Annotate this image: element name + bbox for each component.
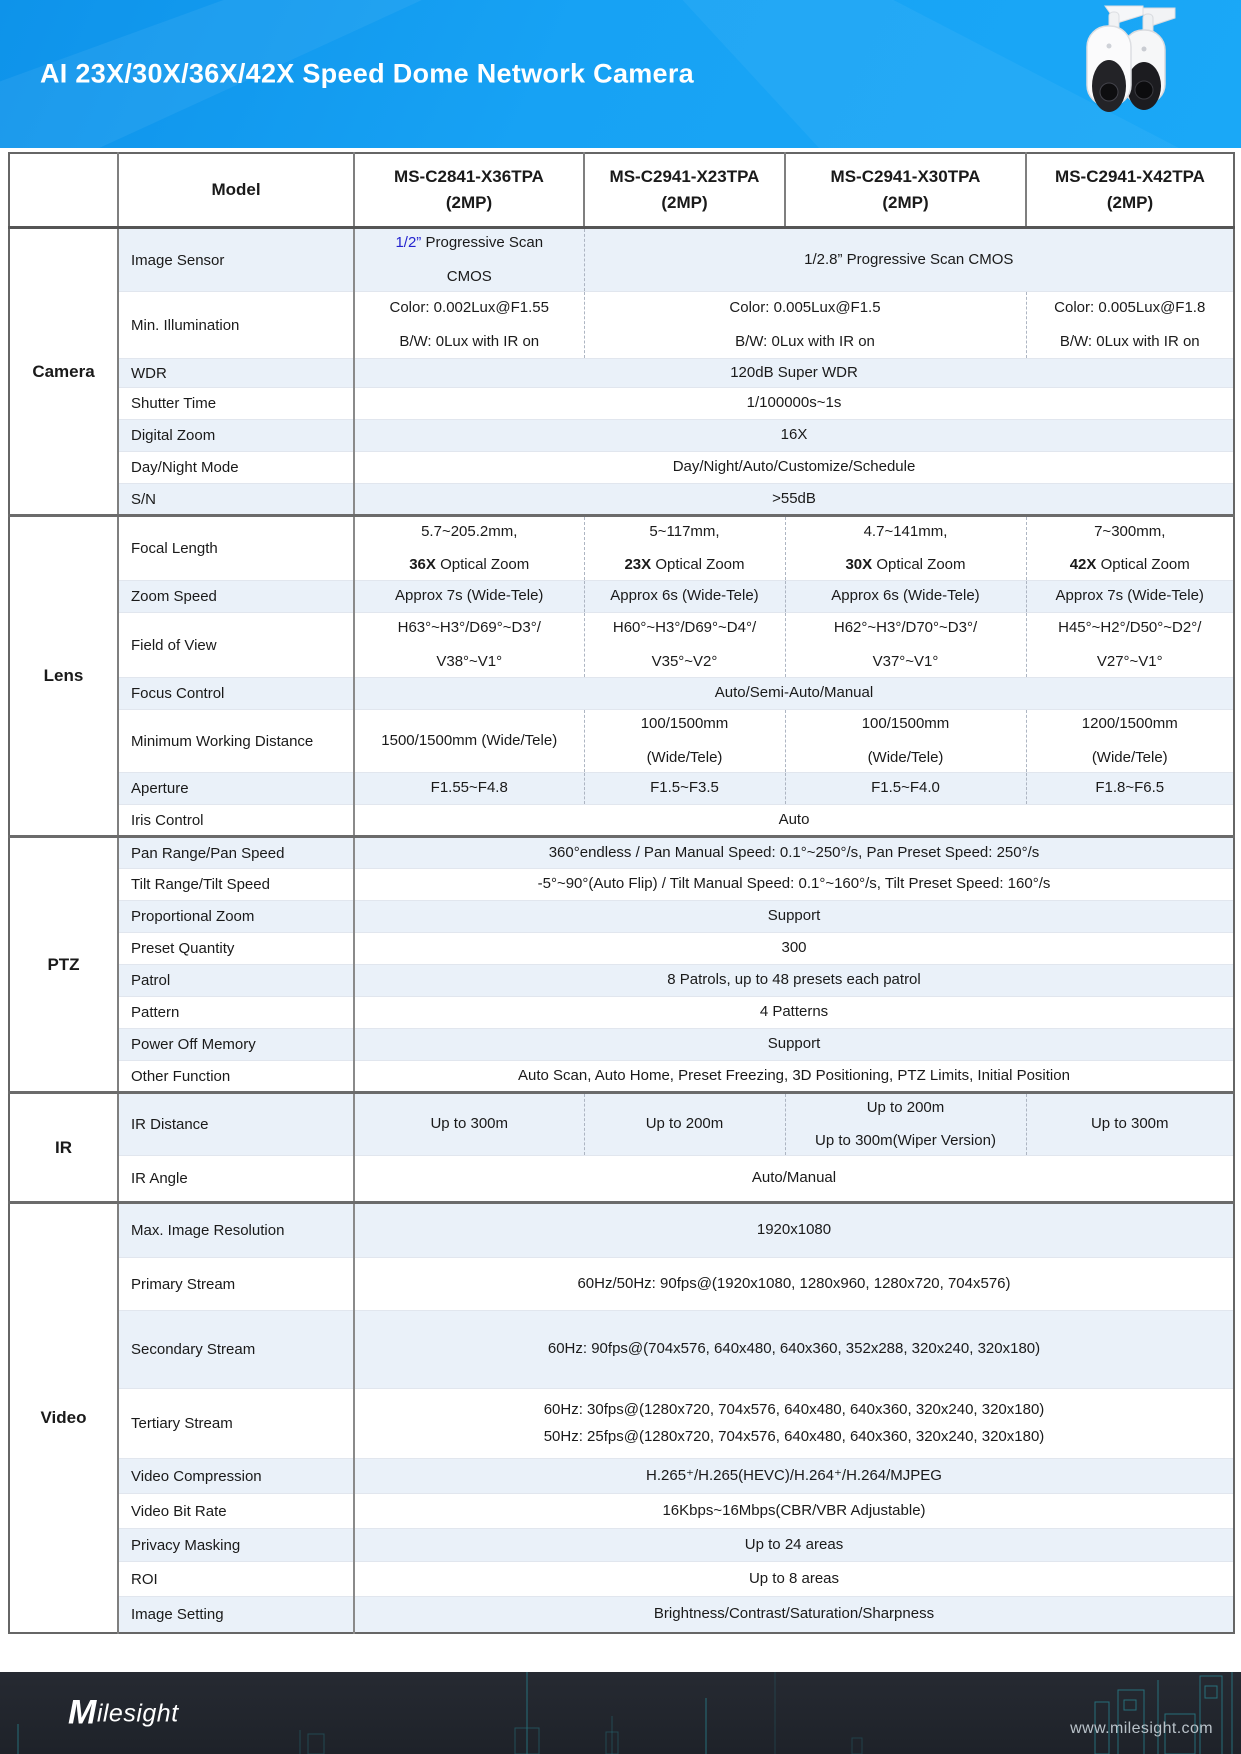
spec-value-cell: Auto/Semi-Auto/Manual: [354, 678, 1234, 710]
speed-dome-camera-image: [1047, 4, 1179, 135]
spec-value-cell: Approx 7s (Wide-Tele): [1026, 581, 1234, 613]
section-label: Lens: [9, 516, 118, 837]
model-column-header: MS-C2841-X36TPA (2MP): [354, 153, 584, 228]
spec-value-cell: Up to 8 areas: [354, 1562, 1234, 1597]
table-row: [9, 1311, 1234, 1389]
row-label: Zoom Speed: [118, 581, 354, 613]
spec-value-cell: 60Hz/50Hz: 90fps@(1920x1080, 1280x960, 1280x720, 704x576): [354, 1258, 1234, 1311]
footer-url: www.milesight.com: [1070, 1720, 1213, 1737]
table-row: [9, 678, 1234, 710]
spec-value-cell: 16Kbps~16Mbps(CBR/VBR Adjustable): [354, 1494, 1234, 1529]
row-label: IR Angle: [118, 1156, 354, 1203]
spec-value-cell: 1/2” Progressive Scan CMOS: [354, 228, 584, 292]
spec-value-cell: Support: [354, 1029, 1234, 1061]
table-row: [9, 613, 1234, 678]
table-row: [9, 359, 1234, 388]
spec-table: [8, 152, 1235, 1634]
spec-value-cell: Up to 24 areas: [354, 1529, 1234, 1562]
milesight-logo: Milesight: [68, 1693, 179, 1732]
spec-value-cell: 4 Patterns: [354, 997, 1234, 1029]
spec-value-cell: 1/100000s~1s: [354, 388, 1234, 420]
table-row: [9, 452, 1234, 484]
spec-value-cell: 4.7~141mm, 30X Optical Zoom: [785, 516, 1026, 581]
row-label: Tilt Range/Tilt Speed: [118, 869, 354, 901]
row-label: Pattern: [118, 997, 354, 1029]
spec-value-cell: F1.55~F4.8: [354, 773, 584, 805]
row-label: Patrol: [118, 965, 354, 997]
spec-value-cell: Color: 0.002Lux@F1.55 B/W: 0Lux with IR on: [354, 292, 584, 359]
spec-value-cell: F1.5~F3.5: [584, 773, 785, 805]
row-label: Image Setting: [118, 1597, 354, 1633]
spec-value-cell: Up to 200m Up to 300m(Wiper Version): [785, 1093, 1026, 1156]
table-row: [9, 1093, 1234, 1156]
row-label: Shutter Time: [118, 388, 354, 420]
spec-value-cell: Day/Night/Auto/Customize/Schedule: [354, 452, 1234, 484]
table-row: [9, 1494, 1234, 1529]
row-label: Primary Stream: [118, 1258, 354, 1311]
table-row: [9, 1156, 1234, 1203]
table-row: [9, 516, 1234, 581]
table-row: [9, 1203, 1234, 1258]
row-label: Video Compression: [118, 1459, 354, 1494]
page-header-banner: [0, 0, 1241, 148]
row-label: Tertiary Stream: [118, 1389, 354, 1459]
table-row: [9, 1389, 1234, 1459]
spec-value-cell: 360°endless / Pan Manual Speed: 0.1°~250°/s, Pan Preset Speed: 250°/s: [354, 837, 1234, 869]
table-row: [9, 837, 1234, 869]
row-label: Secondary Stream: [118, 1311, 354, 1389]
spec-value-cell: 1/2.8” Progressive Scan CMOS: [584, 228, 1234, 292]
spec-value-cell: Up to 300m: [1026, 1093, 1234, 1156]
table-row: [9, 997, 1234, 1029]
spec-value-cell: Brightness/Contrast/Saturation/Sharpness: [354, 1597, 1234, 1633]
table-row: [9, 420, 1234, 452]
row-label: Focus Control: [118, 678, 354, 710]
row-label: Min. Illumination: [118, 292, 354, 359]
spec-value-cell: 300: [354, 933, 1234, 965]
row-label: WDR: [118, 359, 354, 388]
footer: [0, 1672, 1241, 1754]
spec-value-cell: 16X: [354, 420, 1234, 452]
spec-table-body: [9, 228, 1234, 1633]
spec-value-cell: 120dB Super WDR: [354, 359, 1234, 388]
spec-value-cell: Approx 6s (Wide-Tele): [584, 581, 785, 613]
row-label: Power Off Memory: [118, 1029, 354, 1061]
row-label: IR Distance: [118, 1093, 354, 1156]
spec-value-cell: 1200/1500mm (Wide/Tele): [1026, 710, 1234, 773]
row-label: Iris Control: [118, 805, 354, 837]
model-column-header: MS-C2941-X23TPA (2MP): [584, 153, 785, 228]
table-row: [9, 581, 1234, 613]
table-row: [9, 1029, 1234, 1061]
spec-value-cell: Auto/Manual: [354, 1156, 1234, 1203]
table-row: [9, 1459, 1234, 1494]
spec-value-cell: 60Hz: 90fps@(704x576, 640x480, 640x360, 352x288, 320x240, 320x180): [354, 1311, 1234, 1389]
row-label: Aperture: [118, 773, 354, 805]
table-row: [9, 484, 1234, 516]
section-label: Camera: [9, 228, 118, 516]
section-label: Video: [9, 1203, 118, 1633]
city-skyline-graphic: [0, 1672, 1241, 1754]
table-row: [9, 933, 1234, 965]
spec-value-cell: F1.8~F6.5: [1026, 773, 1234, 805]
spec-value-cell: H45°~H2°/D50°~D2°/ V27°~V1°: [1026, 613, 1234, 678]
spec-value-cell: Auto Scan, Auto Home, Preset Freezing, 3D Positioning, PTZ Limits, Initial Position: [354, 1061, 1234, 1093]
model-column-header: MS-C2941-X42TPA (2MP): [1026, 153, 1234, 228]
speed-dome-camera-icon: [1047, 4, 1179, 130]
table-row: [9, 292, 1234, 359]
spec-value-cell: 60Hz: 30fps@(1280x720, 704x576, 640x480, 640x360, 320x240, 320x180) 50Hz: 25fps@(1280x720, 704x576, 640x480, 640x360, 320x240, 320x180): [354, 1389, 1234, 1459]
spec-value-cell: H60°~H3°/D69°~D4°/ V35°~V2°: [584, 613, 785, 678]
model-header-row: [9, 153, 1234, 228]
spec-value-cell: 1500/1500mm (Wide/Tele): [354, 710, 584, 773]
model-column-header: MS-C2941-X30TPA (2MP): [785, 153, 1026, 228]
table-row: [9, 710, 1234, 773]
spec-value-cell: F1.5~F4.0: [785, 773, 1026, 805]
section-label: PTZ: [9, 837, 118, 1093]
table-row: [9, 901, 1234, 933]
spec-value-cell: 7~300mm, 42X Optical Zoom: [1026, 516, 1234, 581]
spec-value-cell: 100/1500mm (Wide/Tele): [785, 710, 1026, 773]
row-label: Video Bit Rate: [118, 1494, 354, 1529]
row-label: Other Function: [118, 1061, 354, 1093]
table-row: [9, 1597, 1234, 1633]
spec-value-cell: Support: [354, 901, 1234, 933]
table-row: [9, 869, 1234, 901]
table-row: [9, 1061, 1234, 1093]
row-label: Minimum Working Distance: [118, 710, 354, 773]
row-label: Image Sensor: [118, 228, 354, 292]
row-label: Privacy Masking: [118, 1529, 354, 1562]
row-label: Digital Zoom: [118, 420, 354, 452]
spec-value-cell: Up to 300m: [354, 1093, 584, 1156]
spec-value-cell: Color: 0.005Lux@F1.8 B/W: 0Lux with IR on: [1026, 292, 1234, 359]
spec-value-cell: >55dB: [354, 484, 1234, 516]
table-row: [9, 1529, 1234, 1562]
table-corner-empty: [9, 153, 118, 228]
spec-value-cell: Up to 200m: [584, 1093, 785, 1156]
spec-value-cell: Color: 0.005Lux@F1.5 B/W: 0Lux with IR on: [584, 292, 1026, 359]
spec-value-cell: -5°~90°(Auto Flip) / Tilt Manual Speed: 0.1°~160°/s, Tilt Preset Speed: 160°/s: [354, 869, 1234, 901]
spec-value-cell: Auto: [354, 805, 1234, 837]
row-label: Focal Length: [118, 516, 354, 581]
spec-value-cell: 100/1500mm (Wide/Tele): [584, 710, 785, 773]
row-label: Field of View: [118, 613, 354, 678]
spec-value-cell: Approx 6s (Wide-Tele): [785, 581, 1026, 613]
spec-value-cell: H62°~H3°/D70°~D3°/ V37°~V1°: [785, 613, 1026, 678]
table-row: [9, 1562, 1234, 1597]
table-row: [9, 805, 1234, 837]
spec-value-cell: 8 Patrols, up to 48 presets each patrol: [354, 965, 1234, 997]
table-row: [9, 965, 1234, 997]
spec-value-cell: 5.7~205.2mm, 36X Optical Zoom: [354, 516, 584, 581]
row-label: Proportional Zoom: [118, 901, 354, 933]
row-label: Day/Night Mode: [118, 452, 354, 484]
spec-value-cell: H.265⁺/H.265(HEVC)/H.264⁺/H.264/MJPEG: [354, 1459, 1234, 1494]
table-row: [9, 773, 1234, 805]
spec-value-cell: H63°~H3°/D69°~D3°/ V38°~V1°: [354, 613, 584, 678]
spec-value-cell: 5~117mm, 23X Optical Zoom: [584, 516, 785, 581]
row-label: Preset Quantity: [118, 933, 354, 965]
spec-value-cell: Approx 7s (Wide-Tele): [354, 581, 584, 613]
table-row: [9, 1258, 1234, 1311]
row-label: S/N: [118, 484, 354, 516]
row-label: Max. Image Resolution: [118, 1203, 354, 1258]
table-row: [9, 388, 1234, 420]
model-header-label: Model: [118, 153, 354, 228]
section-label: IR: [9, 1093, 118, 1203]
row-label: ROI: [118, 1562, 354, 1597]
spec-value-cell: 1920x1080: [354, 1203, 1234, 1258]
table-row: [9, 228, 1234, 292]
page-title: AI 23X/30X/36X/42X Speed Dome Network Camera: [40, 58, 695, 89]
row-label: Pan Range/Pan Speed: [118, 837, 354, 869]
